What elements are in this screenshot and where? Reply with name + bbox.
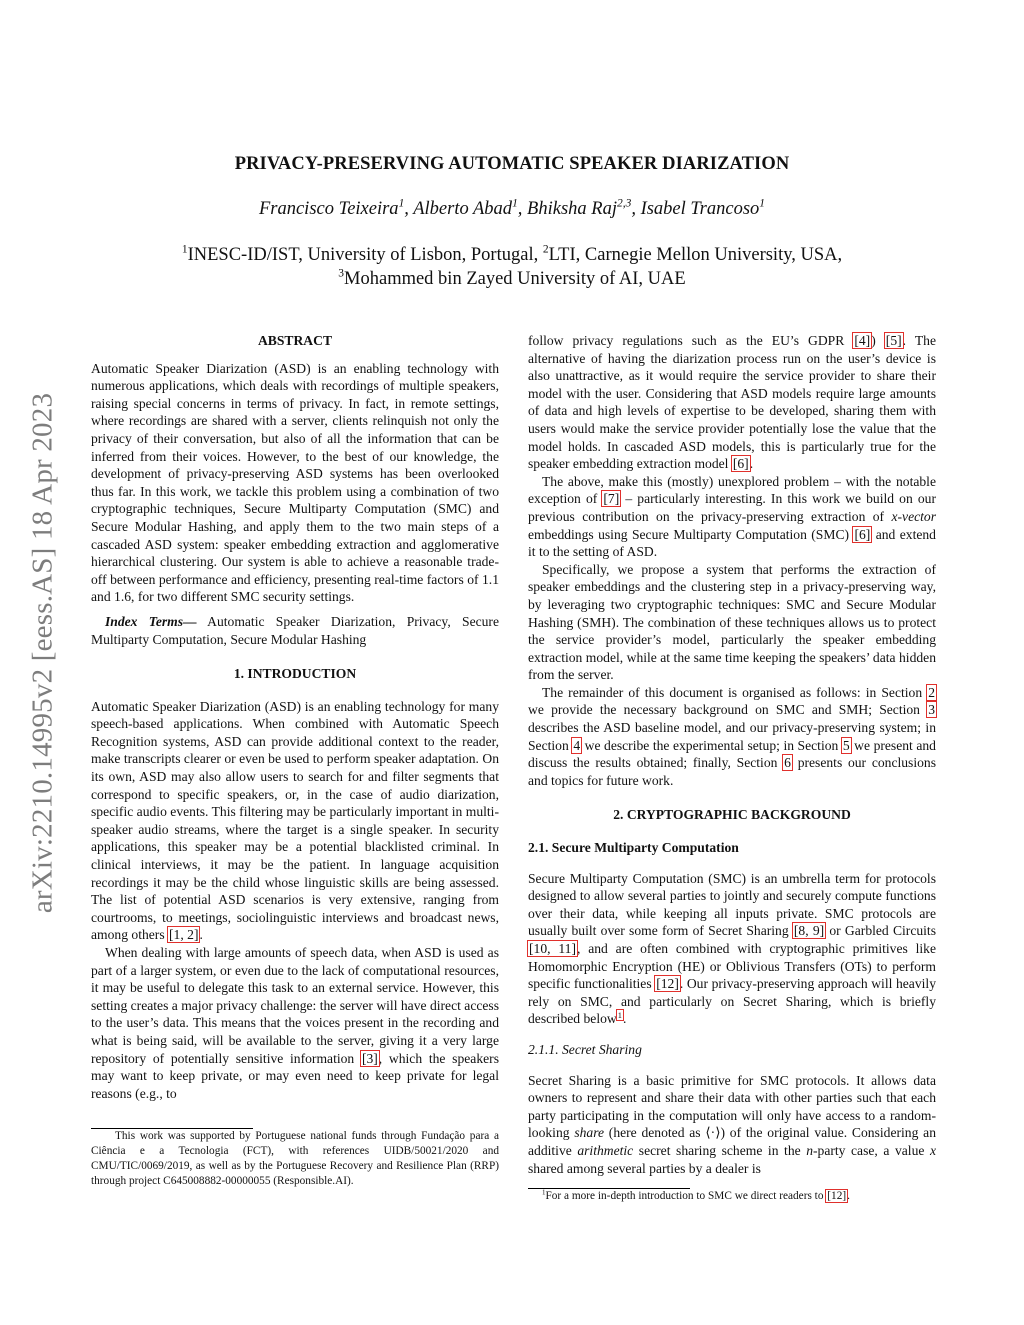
abstract-heading: ABSTRACT [257,333,333,348]
citation-link[interactable]: [6] [854,526,871,542]
citation-link[interactable]: [1, 2] [169,927,199,943]
arxiv-identifier-stamp [18,345,68,960]
author-name: Alberto Abad [413,199,513,219]
citation-link[interactable]: [12] [656,976,679,992]
section-link[interactable]: 5 [842,737,850,753]
subsubsection-heading-secret-sharing: 2.1.1. Secret Sharing [528,1041,642,1057]
author-affiliation-mark: 2,3 [616,197,632,210]
author-affiliation-mark: 1 [398,197,405,210]
section-link[interactable]: 6 [784,755,791,771]
secret-sharing-paragraph: Secret Sharing is a basic primitive for SMC protocols. It allows data owners to represent and share their data with other parties such that each party participating in the computation will only have access to a random-looking share (here denoted as ⟨·⟩) of the original value. Considering an additive arithmetic secret sharing scheme in the n-party case, a value x shared among several parties by a dealer is [528,1072,936,1176]
section-heading-introduction: 1. INTRODUCTION [233,666,357,682]
intro-paragraph-3: follow privacy regulations such as the EU’s GDPR [4]) [5]. The alternative of having the diarization process run on the user’s device is also unattractive, as it would require the service provider to share their model with the user. Considering that ASD models require large amounts of data and high levels of expertise to be developed, sharing them with users would make the service provider potentially lose the value that the model holds. In cascaded ASD models, this is particularly true for the speaker embedding extraction model [6]. [528,333,936,472]
citation-link[interactable]: [3] [361,1050,378,1066]
intro-paragraph-4: The above, make this (mostly) unexplored problem – with the notable exception of [7] – particularly interesting. In this work we build on our previous contribution on the privacy-preserving extraction of x-vector embeddings using Secure Multiparty Computation (SMC) [6] and extend it to the setting of ASD. [528,473,936,560]
section-link[interactable]: 3 [928,702,935,718]
smc-footnote [528,1188,936,1204]
funding-footnote [91,1128,499,1189]
author-affiliation-mark: 1 [759,197,766,210]
section-heading-cryptographic-background: 2. CRYPTOGRAPHIC BACKGROUND [613,807,851,823]
intro-paragraph-5: Specifically, we propose a system that performs the extraction of speaker embeddings and the clustering step in a privacy-preserving way, by leveraging two cryptographic techniques: SMC and Secure Modular Hashing (SMH). The combination of these techniques allows us to protect the service provider’s model, particularly the speaker embedding extraction model, while at the same time keeping the speakers’ data hidden from the server. [528,561,936,683]
intro-paragraph-6: The remainder of this document is organised as follows: in Section 2 we provide the necessary background on SMC and SMH; Section 3 describes the ASD baseline model, and our privacy-preserving system; in Section 4 we describe the experimental setup; in Section 5 we present and discuss the results obtained; finally, Section 6 presents our conclusions and topics for future work. [528,684,937,788]
affiliation-line-2: $^3$Mohammed bin Zayed University of AI, UAE [338,267,686,289]
smc-footnote-text: $^1$For a more in-depth introduction to SMC we direct readers to [12]. [542,1188,850,1202]
section-link[interactable]: 4 [573,737,581,753]
footnote-link[interactable]: 1 [617,1009,622,1020]
paper-title: PRIVACY-PRESERVING AUTOMATIC SPEAKER DIARIZATION [234,154,790,174]
author-list: Francisco Teixeira$^1$, Alberto Abad$^1$, Bhiksha Raj$^{2,3}$, Isabel Trancoso$^1$ [258,197,766,219]
citation-link[interactable]: [6] [732,456,749,472]
citation-link[interactable]: [4] [854,333,871,348]
author-name: Francisco Teixeira [258,199,399,219]
left-column [91,332,499,1102]
intro-paragraph-2: When dealing with large amounts of speech data, when ASD is used as part of a larger system, or even due to the lack of computational resources, it may be useful to delegate this task to an external service. However, this setting creates a major privacy challenge: the server will have direct access to the user’s data. This means that the voices present in the recording and what is being said, will be available to the server, giving it a very large repository of potentially sensitive information [3], which the speakers may want to keep private, or may even need to keep private for legal reasons (e.g., to [91,945,499,1101]
affiliation-line-1: $^1$INESC-ID/IST, University of Lisbon, Portugal, $^2$LTI, Carnegie Mellon University, USA, [181,243,843,265]
index-terms-text: Automatic Speaker Diarization, Privacy, Secure Multiparty Computation, Secure Modular Hashing [91,613,499,647]
author-name: Bhiksha Raj [527,199,617,219]
right-column [528,332,936,1177]
citation-link[interactable]: [12] [827,1190,847,1202]
intro-paragraph-1: Automatic Speaker Diarization (ASD) is an enabling technology for many speech-based applications. When combined with Automatic Speech Recognition systems, ASD can provide additional context to the reader, make transcripts clearer or even be used to perform speaker adaptation. On its own, ASD may also allow users to search for and filter segments that correspond to specific speakers, or, in the case of audio diarization, specific audio events. This filtering may be particularly important in multi-speaker audio streams, where the target is a single speaker. In security applications, this speaker may be a potential blacklisted criminal. In clinical interviews, it may be the patient. In language acquisition recordings it may be the child whose linguistic skills are being assessed. The list of potential ASD scenarios is very extensive, ranging from courtrooms, to meetings, sociolinguistic interviews and broadcast news, among others [1, 2]. [91,698,499,943]
index-terms-label: Index Terms— [105,613,197,629]
citation-link[interactable]: [5] [885,333,902,348]
abstract-text: Automatic Speaker Diarization (ASD) is an enabling technology with numerous applications, which deals with recordings of multiple speakers, raising special concerns in terms of privacy. In fact, in remote settings, where recordings are shared with a server, clients relinquish not only the privacy of their conversation, but also of all the information that can be inferred from their voices. However, to the best of our knowledge, the development of privacy-preserving ASD systems has been overlooked thus far. In this work, we tackle this problem using a combination of two cryptographic techniques, Secure Multiparty Computation (SMC) and Secure Modular Hashing, and apply them to the two main steps of a cascaded ASD system: speaker embedding extraction and agglomerative hierarchical clustering. Our system is able to achieve a reasonable trade-off between performance and efficiency, presenting real-time factors of 1.1 and 1.6, for two different SMC security settings. [91,360,499,605]
author-name: Isabel Trancoso [640,199,760,219]
section-link[interactable]: 2 [928,684,935,700]
author-affiliation-mark: 1 [512,197,518,210]
affiliations [90,243,934,291]
arxiv-identifier-text: arXiv:2210.14995v2 [eess.AS] 18 Apr 2023 [26,392,59,913]
citation-link[interactable]: [10, 11] [529,941,576,956]
funding-footnote-text: This work was supported by Portuguese national funds through Fundação para a Ciência e a Tecnologia (FCT), with references UIDB/50021/2020 and CMU/TIC/0069/2019, as well as by the Portuguese Recovery and Resilience Plan (RRP) through project C645008882-00000055 (Responsible.AI). [91,1130,499,1187]
citation-link[interactable]: [7] [603,491,620,507]
citation-link[interactable]: [8, 9] [793,923,825,939]
subsection-heading-smc: 2.1. Secure Multiparty Computation [528,840,739,856]
index-terms [91,613,499,648]
smc-paragraph: Secure Multiparty Computation (SMC) is an umbrella term for protocols designed to allow several parties to jointly and securely compute functions over their data, while keeping all inputs private. SMC protocols are usually built over some form of Secret Sharing [8, 9] or Garbled Circuits [10, 11], and are often combined with cryptographic primitives like Homomorphic Encryption (HE) or Oblivious Transfers (OTs) to perform specific functionalities [12]. Our privacy-preserving approach will heavily rely on SMC, and particularly on Secret Sharing, which is briefly described below$^1$. [528,870,936,1027]
